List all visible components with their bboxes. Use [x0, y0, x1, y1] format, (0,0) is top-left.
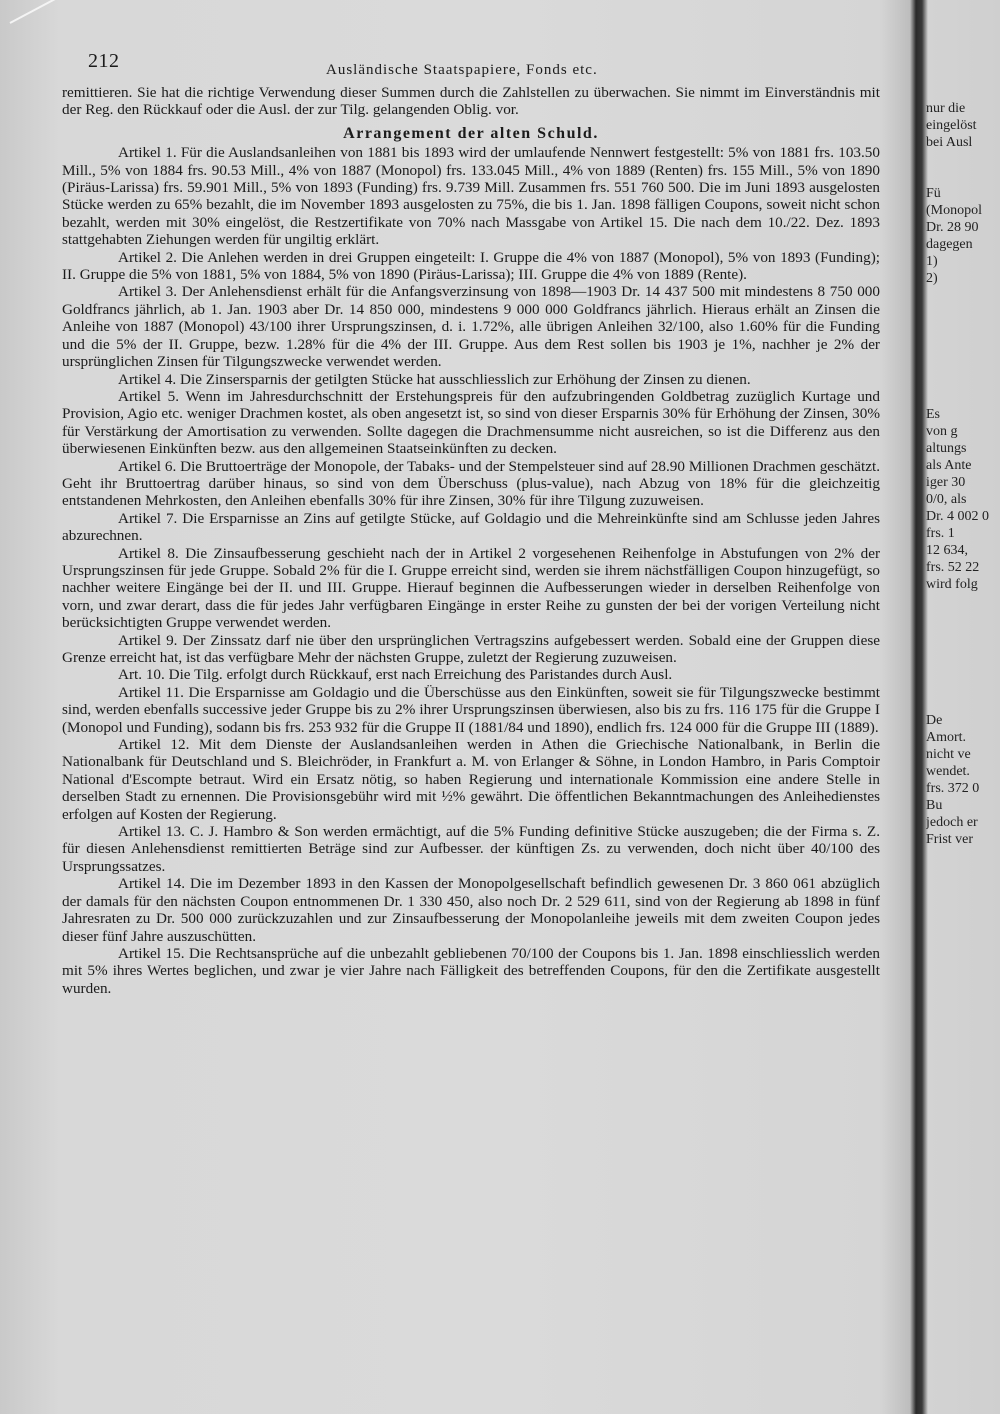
margin-fragment: nur die	[926, 101, 966, 116]
margin-fragment	[926, 151, 1000, 168]
article-paragraph: Artikel 13. C. J. Hambro & Son werden ermächtigt, auf die 5% Funding definitive Stücke auszugeben; die der Firma s. Z. für diesen Anlehensdienst remittierten Beträge sind zur Aufbesser. der künftigen Zs. zu verwenden, doch nicht über 40/100 des Ursprungssatzes.	[62, 823, 880, 875]
margin-fragment: Frist ver	[926, 832, 974, 847]
margin-fragment: 1)	[926, 254, 938, 269]
article-paragraph: Artikel 7. Die Ersparnisse an Zins auf getilgte Stücke, auf Goldagio und die Mehreinkünfte sind am Schlusse jeden Jahres abzurechnen.	[62, 509, 880, 545]
margin-fragment: Es	[926, 407, 940, 422]
margin-fragment: frs. 1	[926, 526, 955, 541]
page-number: 212	[88, 50, 120, 72]
margin-fragment: (Monopol	[926, 203, 982, 218]
main-column	[62, 44, 880, 997]
margin-fragment: nicht ve	[926, 747, 971, 762]
margin-fragment: wendet.	[926, 764, 970, 779]
margin-fragment: 0/0, als	[926, 492, 967, 507]
scratch-mark	[10, 0, 73, 24]
margin-fragment: 12 634,	[926, 543, 968, 558]
article-paragraph: Art. 10. Die Tilg. erfolgt durch Rückkauf, erst nach Erreichung des Paristandes durch Ausl.	[118, 666, 673, 684]
article-paragraph: Artikel 14. Die im Dezember 1893 in den Kassen der Monopolgesellschaft befindlich gewesenen Dr. 3 860 061 abzüglich der damals für den nächsten Coupon entnommenen Dr. 1 330 450, also noch Dr. 2 529 611, sind von der Regierung ab 1898 in fünf Jahresraten zu Dr. 500 000 zurückzuzahlen und zur Zinsaufbesserung der Monopolanleihe jeweils mit dem zweiten Coupon jedes dieser fünf Jahre auszuschütten.	[62, 875, 880, 945]
article-paragraph: Artikel 3. Der Anlehensdienst erhält für die Anfangsverzinsung von 1898—1903 Dr. 14 437 500 mit mindestens 8 750 000 Goldfrancs jährlich, ab 1. Jan. 1903 aber Dr. 14 850 000, mindestens 9 000 000 Goldfrancs jährlich. Hieraus erhält an Zinsen die Anleihe von 1887 (Monopol) 43/100 ihrer Ursprungszinsen, d. i. 1.72%, alle übrigen Anleihen 32/100, also 1.60% für die Funding und die 5% der II. Gruppe, bezw. 1.28% für die 4% der III. Gruppe. Aus dem Rest sollen bis 1903 je 1%, nachher je 2% der ursprünglichen Zinsen für Tilgungszwecke verwendet werden.	[62, 283, 880, 371]
section-title: Arrangement der alten Schuld.	[343, 124, 599, 142]
margin-fragment: von g	[926, 424, 958, 439]
margin-fragment: Dr. 28 90	[926, 220, 979, 235]
article-paragraph: Artikel 12. Mit dem Dienste der Auslandsanleihen werden in Athen die Griechische Nationalbank, in Berlin die Nationalbank für Deutschland und S. Bleichröder, in Frankfurt a. M. von Erlanger & Söhne, in London Hambro, in Paris Comptoir National d'Escompte betraut. Wird ein Ersatz nötig, so haben Regierung und internationale Kommission eine andere Stelle in derselben Stadt zu ernennen. Die Provisionsgebühr wird mit ½% gewährt. Die öffentlichen Bekanntmachungen des Anleihedienstes erfolgen auf Kosten der Regierung.	[62, 736, 880, 823]
margin-fragment: Bu	[926, 798, 943, 813]
margin-fragment	[926, 661, 1000, 678]
margin-fragment: eingelöst	[926, 118, 977, 133]
margin-fragment	[926, 355, 1000, 372]
margin-fragment: Amort.	[926, 730, 967, 745]
margin-fragment	[926, 678, 1000, 695]
adjacent-page-fragments	[926, 100, 1000, 848]
margin-fragment: 2)	[926, 271, 938, 286]
intro-paragraph: remittieren. Sie hat die richtige Verwendung dieser Summen durch die Zahlstellen zu überwachen. Sie nimmt im Einverständnis mit der Reg. den Rückkauf oder die Ausl. der zur Tilg. gelangenden Oblig. vor.	[62, 84, 880, 119]
margin-fragment	[926, 627, 1000, 644]
body-text	[62, 84, 880, 997]
margin-fragment	[926, 372, 1000, 389]
margin-fragment: als Ante	[926, 458, 972, 473]
margin-fragment	[926, 304, 1000, 321]
margin-fragment	[926, 610, 1000, 627]
margin-fragment	[926, 287, 1000, 304]
margin-fragment	[926, 695, 1000, 712]
margin-fragment	[926, 321, 1000, 338]
margin-fragment	[926, 593, 1000, 610]
margin-fragment	[926, 644, 1000, 661]
article-list	[62, 144, 880, 997]
article-paragraph: Artikel 8. Die Zinsaufbesserung geschieht nach der in Artikel 2 vorgesehenen Reihenfolge in Abstufungen von 2% der Ursprungszinsen für jede Gruppe. Sobald 2% für die I. Gruppe erreicht sind, werden sie ihrem nächstfälligen Coupon hinzugefügt, so nachher weitere Eingänge bei der II. und III. Gruppe. Hierauf beginnen die Aufbesserungen wieder in derselben Reihenfolge von vorn, und zwar derart, dass die für jedes Jahr verfügbaren Eingänge in erster Reihe zu gunsten der bei der vorigen Verteilung nicht berücksichtigten Gruppe verwendet werden.	[62, 544, 880, 632]
article-paragraph: Artikel 6. Die Bruttoerträge der Monopole, der Tabaks- und der Stempelsteuer sind auf 28.90 Millionen Drachmen geschätzt. Geht ihr Bruttoertrag darüber hinaus, so sind von dem Überschuss (plus-value), nach Abzug von 18% für die gleichzeitig entstandenen Mehrkosten, den Anleihen ebenfalls 30% für ihre Zinsen, 30% für ihre Tilgung zuzuweisen.	[62, 457, 880, 510]
margin-fragment: dagegen	[926, 237, 973, 252]
margin-fragment: bei Ausl	[926, 135, 973, 150]
margin-fragment: De	[926, 713, 943, 728]
margin-fragment: frs. 52 22	[926, 560, 980, 575]
margin-fragment	[926, 338, 1000, 355]
page-header	[62, 44, 880, 84]
margin-fragment: frs. 372 0	[926, 781, 980, 796]
running-title: Ausländische Staatspapiere, Fonds etc.	[326, 62, 598, 78]
margin-fragment: altungs	[926, 441, 967, 456]
margin-fragment: jedoch er	[926, 815, 978, 830]
margin-fragment: wird folg	[926, 577, 978, 592]
margin-fragment: iger 30	[926, 475, 966, 490]
margin-fragment	[926, 389, 1000, 406]
margin-fragment	[926, 168, 1000, 185]
article-paragraph: Artikel 9. Der Zinssatz darf nie über den ursprünglichen Vertragszins aufgebessert werden. Sobald eine der Gruppen diese Grenze erreicht hat, ist das verfügbare Mehr der nächsten Gruppe, zuletzt der Regierung zuzuweisen.	[62, 631, 880, 666]
article-paragraph: Artikel 1. Für die Auslandsanleihen von 1881 bis 1893 wird der umlaufende Nennwert festgestellt: 5% von 1881 frs. 103.50 Mill., 5% von 1884 frs. 90.53 Mill., 4% von 1887 (Monopol) frs. 133.045 Mill., 4% von 1889 (Renten) frs. 155 Mill., 5% von 1890 (Piräus-Larissa) frs. 59.901 Mill., 5% von 1893 (Funding) frs. 9.739 Mill. Zusammen frs. 551 760 500. Die im Juni 1893 ausgelosten Stücke werden zu 65% bezahlt, die im November 1893 ausgelosten zu 75%, die bis 1. Jan. 1898 fälligen Coupons, soweit nicht schon bezahlt, werden mit 30% eingelöst, die Restzertifikate von 70% nach Massgabe von Artikel 15. Die nach dem 10./22. Dez. 1893 stattgehabten Ziehungen werden für ungiltig erklärt.	[62, 144, 880, 249]
article-paragraph: Artikel 4. Die Zinsersparnis der getilgten Stücke hat ausschliesslich zur Erhöhung der Zinsen zu dienen.	[118, 370, 751, 388]
article-paragraph: Artikel 2. Die Anlehen werden in drei Gruppen eingeteilt: I. Gruppe die 4% von 1887 (Monopol), 5% von 1893 (Funding); II. Gruppe die 5% von 1881, 5% von 1884, 5% von 1890 (Piräus-Larissa); III. Gruppe die 4% von 1889 (Rente).	[62, 248, 880, 284]
margin-fragment: Dr. 4 002 0	[926, 509, 989, 524]
margin-fragment: Fü	[926, 186, 941, 201]
article-paragraph: Artikel 5. Wenn im Jahresdurchschnitt der Erstehungspreis für den aufzubringenden Goldbetrag zuzüglich Kurtage und Provision, Agio etc. weniger Drachmen kostet, als oben angesetzt ist, so sind von dieser Ersparnis 30% für Erhöhung der Zinsen, 30% für Verstärkung der Amortisation zu verwenden. Sollte dagegen die Drachmensumme nicht ausreichen, so ist die Differenz aus den überwiesenen Einkünften bezw. aus den allgemeinen Staatseinkünften zu decken.	[62, 387, 880, 458]
article-paragraph: Artikel 11. Die Ersparnisse am Goldagio und die Überschüsse aus den Einkünften, soweit sie für Tilgungszwecke bestimmt sind, werden ebenfalls successive jeder Gruppe bis zu 2% ihrer Ursprungszinsen überwiesen, also bis zu frs. 116 175 für die Gruppe I (Monopol und Funding), sodann bis frs. 253 932 für die Gruppe II (1881/84 und 1890), endlich frs. 124 000 für die Gruppe III (1889).	[62, 683, 880, 736]
article-paragraph: Artikel 15. Die Rechtsansprüche auf die unbezahlt gebliebenen 70/100 der Coupons bis 1. Jan. 1898 einschliesslich werden mit 5% ihres Wertes beglichen, und zwar je vier Jahre nach Fälligkeit des betreffenden Coupons, für den die Zertifikate ausgestellt wurden.	[62, 944, 880, 997]
